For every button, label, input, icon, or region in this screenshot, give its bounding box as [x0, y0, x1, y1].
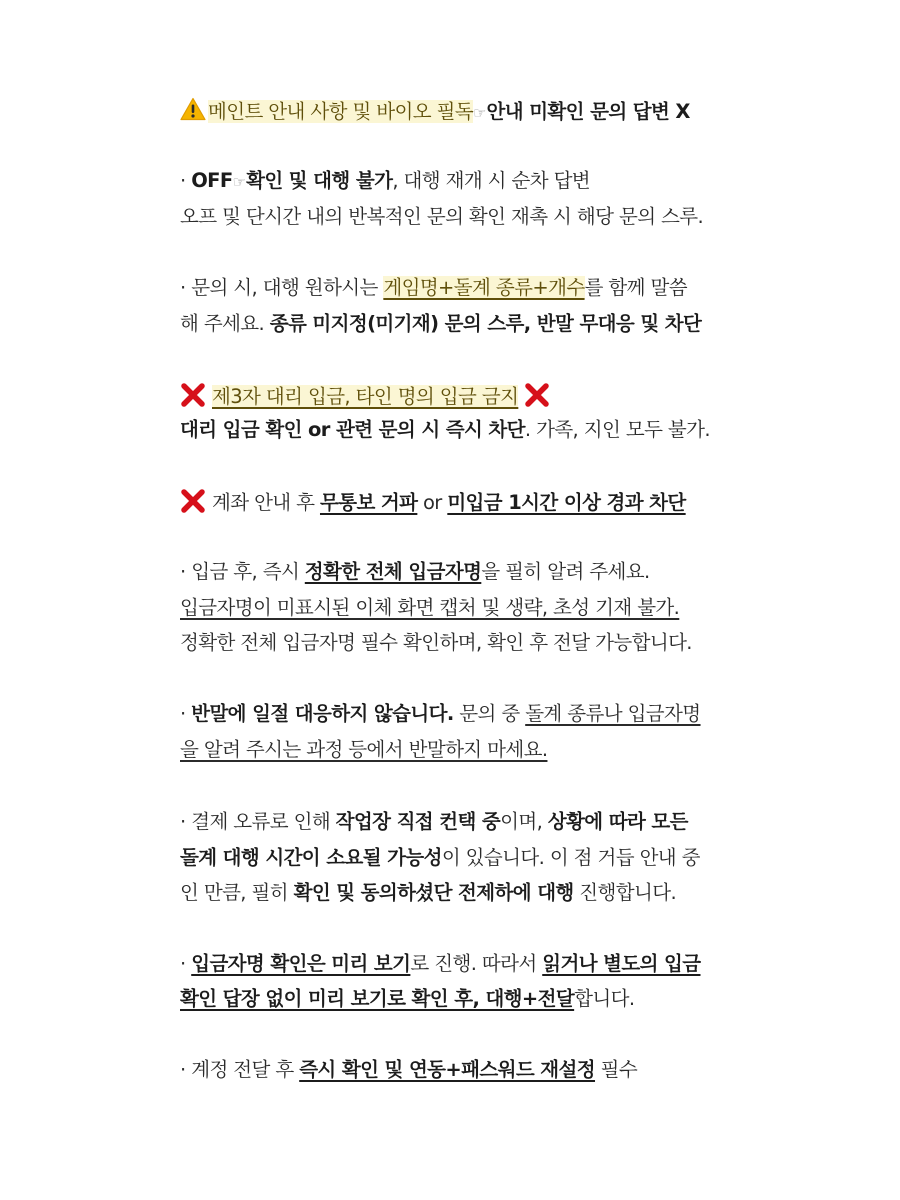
deposit-line-1 — [180, 560, 650, 586]
bullet: · — [180, 169, 192, 192]
payment-l3-bold: 확인 및 동의하셨단 전제하에 대행 — [293, 881, 574, 904]
inquiry-line2-plain: 해 주세요. — [180, 312, 270, 335]
banmal-mid: 문의 중 — [453, 702, 526, 725]
inquiry-line2-bold: 종류 미지정(미기재) 문의 스루, 반말 무대응 및 차단 — [269, 312, 702, 335]
preview-underline-1: 입금자명 확인은 미리 보기 — [191, 952, 411, 975]
off-line-2: 오프 및 단시간 내의 반복적인 문의 확인 재촉 시 해당 문의 스루. — [180, 205, 704, 228]
payment-l3-p1: 인 만큼, 필히 — [180, 881, 294, 904]
payment-line-3 — [180, 881, 676, 907]
preview-p2: . 따라서 — [470, 952, 543, 975]
bullet: · — [180, 1058, 192, 1081]
preview-line-1 — [180, 952, 701, 978]
payment-line-2 — [180, 846, 700, 872]
inquiry-lead: 문의 시, 대행 원하시는 — [191, 276, 384, 299]
account-underline-1: 무통보 거파 — [319, 491, 418, 514]
bullet: · — [180, 810, 192, 833]
inquiry-highlight: 게임명+돌계 종류+개수 — [383, 276, 585, 299]
red-x-icon — [180, 382, 206, 408]
pointing-hand-icon: ☞ — [473, 104, 487, 122]
red-x-icon — [180, 488, 206, 514]
payment-p2: 이며, — [500, 810, 548, 833]
transfer-underline: 즉시 확인 및 연동+패스워드 재설정 — [299, 1058, 596, 1081]
bullet: · — [180, 276, 192, 299]
inquiry-line-2 — [180, 312, 701, 338]
payment-p1: 결제 오류로 인해 — [191, 810, 336, 833]
bullet: · — [180, 702, 192, 725]
transfer-lead: 계정 전달 후 — [191, 1058, 300, 1081]
title-highlight: 메인트 안내 사항 및 바이오 필독 — [208, 100, 474, 123]
notice-title — [180, 97, 690, 123]
payment-b1: 작업장 직접 컨택 중 — [335, 810, 501, 833]
deposit-underline: 정확한 전체 입금자명 — [304, 560, 482, 583]
deposit-line-2: 입금자명이 미표시된 이체 화면 캡처 및 생략, 초성 기재 불가. — [180, 596, 680, 619]
off-rest: , 대행 재개 시 순차 답변 — [392, 169, 591, 192]
bullet: · — [180, 952, 192, 975]
off-label: OFF — [191, 169, 233, 192]
warning-icon — [180, 97, 206, 121]
thirdparty-plain: . 가족, 지인 모두 불가. — [524, 418, 710, 441]
payment-l3-p2: 진행합니다. — [573, 881, 677, 904]
pointing-hand-icon: ☞ — [232, 173, 247, 191]
preview-line-2 — [180, 987, 634, 1013]
thirdparty-highlight: 제3자 대리 입금, 타인 명의 입금 금지 — [212, 385, 519, 408]
inquiry-line-1 — [180, 276, 687, 302]
off-bold-tail: 확인 및 대행 불가 — [246, 169, 393, 192]
payment-line-1 — [180, 810, 688, 836]
banmal-line-2: 을 알려 주시는 과정 등에서 반말하지 마세요. — [180, 738, 548, 761]
preview-p1: 로 진행 — [410, 952, 471, 975]
thirdparty-line-1 — [180, 382, 550, 408]
bullet: · — [180, 560, 192, 583]
red-x-icon — [524, 382, 550, 408]
payment-l2-plain: 이 있습니다. 이 점 거듭 안내 중 — [441, 846, 700, 869]
account-lead: 계좌 안내 후 — [212, 491, 320, 514]
deposit-lead: 입금 후, 즉시 — [191, 560, 305, 583]
title-tail: 안내 미확인 문의 답변 X — [486, 100, 690, 123]
account-mid: or — [417, 491, 448, 514]
transfer-line — [180, 1058, 637, 1084]
payment-b2: 상황에 따라 모든 — [547, 810, 688, 833]
deposit-tail: 을 필히 알려 주세요. — [481, 560, 650, 583]
banmal-underline: 돌계 종류나 입금자명 — [525, 702, 701, 725]
banmal-bold: 반말에 일절 대응하지 않습니다. — [191, 702, 454, 725]
transfer-tail: 필수 — [595, 1058, 638, 1081]
account-line — [180, 488, 686, 514]
thirdparty-bold: 대리 입금 확인 or 관련 문의 시 즉시 차단 — [180, 418, 525, 441]
preview-line2-tail: 합니다. — [574, 987, 635, 1010]
preview-underline-2: 읽거나 별도의 입금 — [542, 952, 701, 975]
payment-l2-bold: 돌계 대행 시간이 소요될 가능성 — [180, 846, 442, 869]
account-underline-2: 미입금 1시간 이상 경과 차단 — [447, 491, 686, 514]
preview-line2-underline: 확인 답장 없이 미리 보기로 확인 후, 대행+전달 — [180, 987, 575, 1010]
inquiry-tail: 를 함께 말씀 — [584, 276, 687, 299]
thirdparty-line-2 — [180, 418, 710, 444]
banmal-line-1 — [180, 702, 701, 728]
off-line-1 — [180, 169, 590, 195]
deposit-line-3: 정확한 전체 입금자명 필수 확인하며, 확인 후 전달 가능합니다. — [180, 631, 692, 654]
